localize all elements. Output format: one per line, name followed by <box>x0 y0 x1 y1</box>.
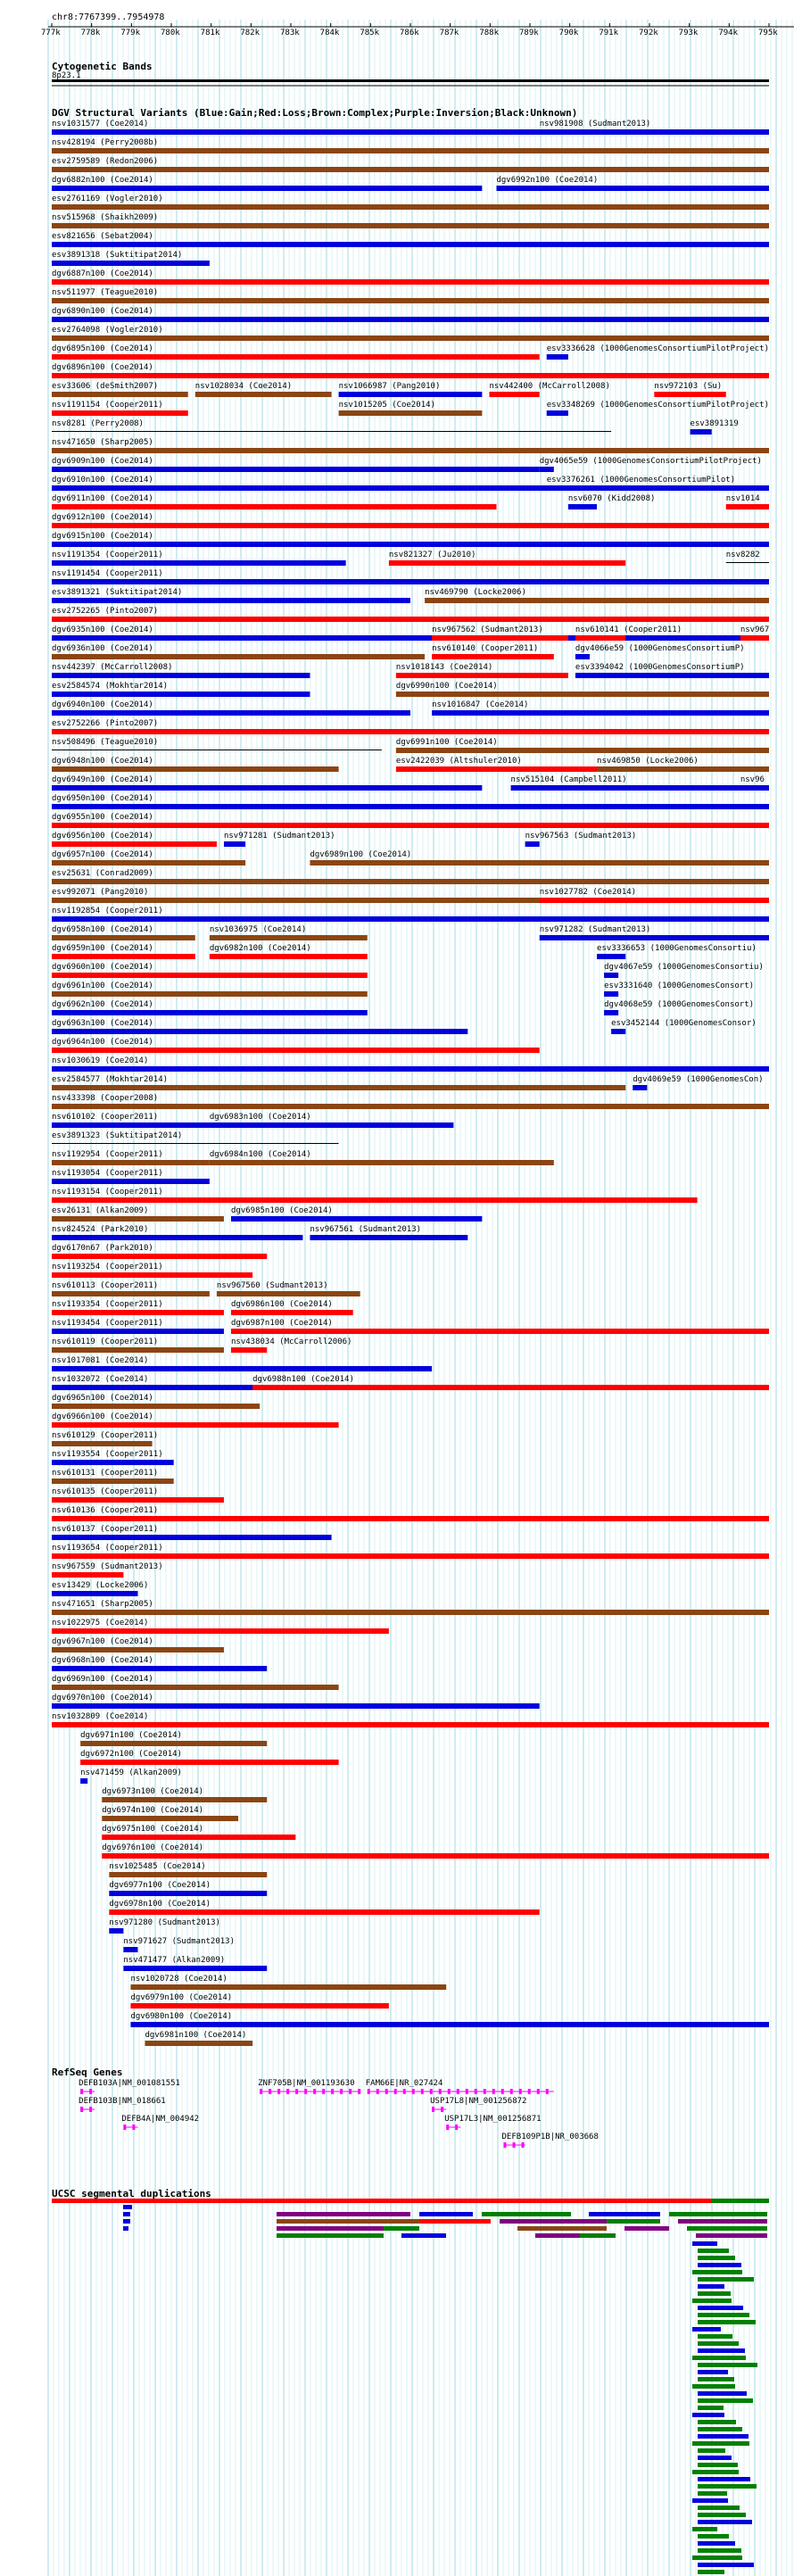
refseq-gene-label[interactable]: FAM66E|NR_027424 <box>365 2079 443 2088</box>
ruler-tick-label: 780k <box>161 29 180 37</box>
dgv-variant-label[interactable]: dgv6988n100 (Coe2014) <box>252 1375 354 1384</box>
dgv-variant-label[interactable]: dgv6960n100 (Coe2014) <box>52 963 153 972</box>
dgv-variant-label[interactable]: nsv438034 (McCarroll2006) <box>231 1338 352 1346</box>
ruler-tick-label: 781k <box>200 29 220 37</box>
refseq-gene-label[interactable]: DEFB103A|NM_001081551 <box>79 2079 180 2088</box>
dgv-variant-label[interactable]: nsv971282 (Sudmant2013) <box>539 925 651 934</box>
dgv-variant-label[interactable]: nsv1032072 (Coe2014) <box>52 1375 149 1384</box>
dgv-variant-label[interactable]: nsv967 <box>740 625 770 634</box>
dgv-variant-label[interactable]: nsv1022975 (Coe2014) <box>52 1619 149 1628</box>
dgv-variant-label[interactable]: nsv433398 (Cooper2008) <box>52 1094 159 1103</box>
dgv-variant-label[interactable]: dgv6987n100 (Coe2014) <box>231 1319 333 1328</box>
dgv-variant-label[interactable]: esv3376261 (1000GenomesConsortiumPilot) <box>546 476 736 485</box>
dgv-variant-label[interactable]: dgv6977n100 (Coe2014) <box>109 1881 211 1890</box>
dgv-variant-label[interactable]: dgv6984n100 (Coe2014) <box>209 1150 311 1159</box>
dgv-variant-label[interactable]: nsv1193454 (Cooper2011) <box>52 1319 163 1328</box>
dgv-variant-label[interactable]: nsv8282 <box>725 551 760 559</box>
dgv-variant-label[interactable]: nsv1191354 (Cooper2011) <box>52 551 163 559</box>
dgv-variant-label[interactable]: esv821656 (Sebat2004) <box>52 232 153 241</box>
dgv-variant-label[interactable]: nsv1020728 (Coe2014) <box>130 1975 227 1984</box>
ruler-tick-label: 778k <box>80 29 101 37</box>
dgv-variant-label[interactable]: dgv6896n100 (Coe2014) <box>52 363 153 372</box>
dgv-variant-label[interactable]: dgv6935n100 (Coe2014) <box>52 625 153 634</box>
segdup-track-title: UCSC segmental duplications <box>52 2188 211 2199</box>
dgv-variant-label[interactable]: nsv610136 (Cooper2011) <box>52 1506 159 1515</box>
dgv-variant-label[interactable]: dgv6887n100 (Coe2014) <box>52 269 153 278</box>
dgv-variant-label[interactable]: dgv6991n100 (Coe2014) <box>395 738 498 747</box>
dgv-variant-label[interactable]: dgv6949n100 (Coe2014) <box>52 775 153 784</box>
dgv-variant-label[interactable]: esv2422039 (Altshuler2010) <box>395 757 522 766</box>
dgv-variant-label[interactable]: dgv6972n100 (Coe2014) <box>80 1750 182 1759</box>
ruler-tick-label: 791k <box>599 29 619 37</box>
ruler-tick-label: 783k <box>280 29 300 37</box>
dgv-variant-label[interactable]: dgv6971n100 (Coe2014) <box>80 1731 182 1740</box>
ruler-tick-label: 793k <box>678 29 699 37</box>
dgv-variant-label[interactable]: dgv6974n100 (Coe2014) <box>102 1806 204 1815</box>
dgv-variant-label[interactable]: dgv6895n100 (Coe2014) <box>52 344 153 353</box>
dgv-variant-label[interactable]: nsv1191454 (Cooper2011) <box>52 569 163 578</box>
dgv-variant-label[interactable]: nsv1014 <box>725 494 760 503</box>
dgv-variant-label[interactable]: nsv1193054 (Cooper2011) <box>52 1169 163 1178</box>
dgv-variant-label[interactable]: esv3331640 (1000GenomesConsort) <box>604 982 755 990</box>
dgv-variant-label[interactable]: esv2752265 (Pinto2007) <box>52 607 159 616</box>
dgv-variant-label[interactable]: nsv442400 (McCarroll2008) <box>489 382 610 391</box>
dgv-variant-label[interactable]: nsv469790 (Locke2006) <box>425 588 526 597</box>
dgv-variant-label[interactable]: dgv6955n100 (Coe2014) <box>52 813 153 822</box>
dgv-variant-label[interactable]: nsv1027782 (Coe2014) <box>539 888 637 897</box>
dgv-variant-label[interactable]: esv2761169 (Vogler2010) <box>52 195 163 203</box>
dgv-variant-label[interactable]: nsv1018143 (Coe2014) <box>395 663 493 672</box>
dgv-variant-label[interactable]: nsv971281 (Sudmant2013) <box>223 832 335 841</box>
dgv-variant-label[interactable]: nsv442397 (McCarroll2008) <box>52 663 173 672</box>
ruler-tick-label: 792k <box>639 29 658 37</box>
dgv-variant-label[interactable]: esv26131 (Alkan2009) <box>52 1206 149 1215</box>
dgv-track-title: DGV Structural Variants (Blue:Gain;Red:Loss;Brown:Complex;Purple:Inversion;Black:Unknown) <box>52 107 578 119</box>
dgv-variant-label[interactable]: nsv1025485 (Coe2014) <box>109 1862 206 1871</box>
dgv-variant-label[interactable]: nsv471459 (Alkan2009) <box>80 1768 182 1777</box>
dgv-variant-label[interactable]: dgv6948n100 (Coe2014) <box>52 757 153 766</box>
dgv-variant-label[interactable]: dgv6989n100 (Coe2014) <box>310 850 412 859</box>
dgv-variant-label[interactable]: dgv6981n100 (Coe2014) <box>145 2031 247 2040</box>
dgv-variant-label[interactable]: nsv967562 (Sudmant2013) <box>432 625 543 634</box>
refseq-gene-label[interactable]: DEFB103B|NM_018661 <box>79 2097 166 2106</box>
dgv-variant-label[interactable]: nsv967559 (Sudmant2013) <box>52 1562 163 1571</box>
dgv-variant-label[interactable]: nsv1193554 (Cooper2011) <box>52 1450 163 1459</box>
refseq-gene-label[interactable]: DEFB109P1B|NR_003668 <box>501 2133 599 2141</box>
dgv-variant-label[interactable]: nsv1036975 (Coe2014) <box>209 925 307 934</box>
dgv-variant-label[interactable]: esv3452144 (1000GenomesConsor) <box>611 1019 757 1028</box>
dgv-variant-label[interactable]: esv25631 (Conrad2009) <box>52 869 153 878</box>
refseq-gene-label[interactable]: USP17L8|NM_001256872 <box>430 2097 527 2106</box>
dgv-variant-label[interactable]: dgv6961n100 (Coe2014) <box>52 982 153 990</box>
cytoband-label[interactable]: 8p23.1 <box>52 71 81 80</box>
refseq-gene-label[interactable]: USP17L3|NM_001256871 <box>444 2115 542 2124</box>
dgv-variant-label[interactable]: nsv610113 (Cooper2011) <box>52 1281 159 1290</box>
dgv-variant-label[interactable]: nsv1193254 (Cooper2011) <box>52 1263 163 1271</box>
dgv-variant-label[interactable]: nsv515104 (Campbell2011) <box>510 775 627 784</box>
dgv-variant-label[interactable]: nsv471650 (Sharp2005) <box>52 438 153 447</box>
ruler-tick-label: 785k <box>360 29 380 37</box>
ruler-tick-label: 786k <box>400 29 419 37</box>
dgv-variant-label[interactable]: dgv6990n100 (Coe2014) <box>395 682 498 691</box>
dgv-variant-label[interactable]: dgv6966n100 (Coe2014) <box>52 1412 153 1421</box>
dgv-variant-label[interactable]: nsv971627 (Sudmant2013) <box>123 1937 236 1946</box>
dgv-variant-label[interactable]: nsv967560 (Sudmant2013) <box>216 1281 328 1290</box>
dgv-variant-label[interactable]: dgv6936n100 (Coe2014) <box>52 644 153 653</box>
dgv-variant-label[interactable]: nsv610140 (Cooper2011) <box>432 644 539 653</box>
ruler-tick-label: 788k <box>479 29 500 37</box>
dgv-variant-label[interactable]: dgv6890n100 (Coe2014) <box>52 307 153 316</box>
dgv-variant-label[interactable]: nsv515968 (Shaikh2009) <box>52 213 159 222</box>
dgv-variant-label[interactable]: nsv972103 (Su) <box>654 382 723 391</box>
dgv-variant-label[interactable]: nsv1193654 (Cooper2011) <box>52 1544 163 1553</box>
ruler-tick-label: 787k <box>439 29 459 37</box>
dgv-variant-label[interactable]: dgv4065e59 (1000GenomesConsortiumPilotProject) <box>539 457 762 466</box>
dgv-variant-label[interactable]: nsv471477 (Alkan2009) <box>123 1956 226 1965</box>
dgv-variant-label[interactable]: dgv4068e59 (1000GenomesConsort) <box>604 1000 755 1009</box>
dgv-variant-label[interactable]: dgv6983n100 (Coe2014) <box>209 1113 311 1122</box>
dgv-variant-label[interactable]: dgv6957n100 (Coe2014) <box>52 850 153 859</box>
dgv-variant-label[interactable]: esv33606 (deSmith2007) <box>52 382 159 391</box>
dgv-variant-label[interactable]: dgv6976n100 (Coe2014) <box>102 1843 204 1852</box>
refseq-track-title: RefSeq Genes <box>52 2067 123 2078</box>
dgv-variant-label[interactable]: dgv6950n100 (Coe2014) <box>52 794 153 803</box>
dgv-variant-label[interactable]: esv2584574 (Mokhtar2014) <box>52 682 169 691</box>
dgv-variant-label[interactable]: nsv1015205 (Coe2014) <box>338 401 435 410</box>
ruler-tick-label: 794k <box>718 29 739 37</box>
dgv-variant-label[interactable]: esv3891318 (Suktitipat2014) <box>52 251 183 260</box>
dgv-variant-label[interactable]: dgv6956n100 (Coe2014) <box>52 832 153 841</box>
dgv-variant-label[interactable]: nsv971280 (Sudmant2013) <box>109 1918 220 1927</box>
dgv-variant-label[interactable]: dgv6967n100 (Coe2014) <box>52 1637 153 1646</box>
cytogenetic-track-title: Cytogenetic Bands <box>52 61 153 72</box>
dgv-variant-label[interactable]: dgv6965n100 (Coe2014) <box>52 1394 153 1403</box>
dgv-variant-label[interactable]: nsv1191154 (Cooper2011) <box>52 401 163 410</box>
dgv-variant-label[interactable]: dgv6982n100 (Coe2014) <box>209 944 311 953</box>
dgv-variant-label[interactable]: nsv8281 (Perry2008) <box>52 419 144 428</box>
dgv-variant-label[interactable]: nsv1192954 (Cooper2011) <box>52 1150 163 1159</box>
dgv-variant-label[interactable]: nsv824524 (Park2010) <box>52 1225 149 1234</box>
dgv-variant-label[interactable]: esv13429 (Locke2006) <box>52 1581 149 1590</box>
dgv-variant-label[interactable]: nsv967561 (Sudmant2013) <box>310 1225 422 1234</box>
dgv-variant-label[interactable]: dgv6909n100 (Coe2014) <box>52 457 153 466</box>
dgv-variant-label[interactable]: nsv1016847 (Coe2014) <box>432 700 529 709</box>
dgv-variant-label[interactable]: dgv6979n100 (Coe2014) <box>130 1993 233 2002</box>
dgv-variant-label[interactable]: nsv1193354 (Cooper2011) <box>52 1300 163 1309</box>
dgv-variant-label[interactable]: nsv981908 (Sudmant2013) <box>539 120 651 128</box>
coordinate-readout: chr8:7767399..7954978 <box>52 12 165 22</box>
dgv-variant-label[interactable]: esv2764098 (Vogler2010) <box>52 326 163 335</box>
dgv-variant-label[interactable]: dgv6985n100 (Coe2014) <box>231 1206 333 1215</box>
dgv-variant-label[interactable]: dgv6992n100 (Coe2014) <box>496 176 599 185</box>
ruler-tick-label: 782k <box>240 29 261 37</box>
dgv-variant-label[interactable]: nsv511977 (Teague2010) <box>52 288 159 297</box>
refseq-gene-label[interactable]: DEFB4A|NM_004942 <box>121 2115 200 2124</box>
dgv-variant-label[interactable]: dgv6986n100 (Coe2014) <box>231 1300 333 1309</box>
ruler-tick-label: 790k <box>558 29 579 37</box>
dgv-variant-label[interactable]: dgv6968n100 (Coe2014) <box>52 1656 153 1665</box>
dgv-variant-label[interactable]: nsv1017081 (Coe2014) <box>52 1356 149 1365</box>
dgv-variant-label[interactable]: esv3394042 (1000GenomesConsortiumP) <box>575 663 745 672</box>
dgv-variant-label[interactable]: nsv610135 (Cooper2011) <box>52 1487 159 1496</box>
dgv-variant-label[interactable]: dgv6882n100 (Coe2014) <box>52 176 153 185</box>
dgv-variant-label[interactable]: esv3891319 <box>690 419 739 428</box>
dgv-variant-label[interactable]: nsv1066987 (Pang2010) <box>338 382 441 391</box>
dgv-variant-label[interactable]: dgv6940n100 (Coe2014) <box>52 700 153 709</box>
dgv-variant-label[interactable]: dgv6962n100 (Coe2014) <box>52 1000 153 1009</box>
dgv-variant-label[interactable]: dgv6170n67 (Park2010) <box>52 1244 153 1253</box>
dgv-variant-label[interactable]: esv3336653 (1000GenomesConsortiu) <box>597 944 757 953</box>
dgv-variant-label[interactable]: dgv6975n100 (Coe2014) <box>102 1825 204 1834</box>
dgv-variant-label[interactable]: nsv610119 (Cooper2011) <box>52 1338 159 1346</box>
dgv-variant-label[interactable]: esv3336628 (1000GenomesConsortiumPilotProject) <box>546 344 769 353</box>
dgv-variant-label[interactable]: dgv6912n100 (Coe2014) <box>52 513 153 522</box>
dgv-variant-label[interactable]: dgv6978n100 (Coe2014) <box>109 1900 211 1909</box>
dgv-variant-label[interactable]: dgv6980n100 (Coe2014) <box>130 2012 233 2021</box>
dgv-variant-label[interactable]: dgv4066e59 (1000GenomesConsortiumP) <box>575 644 745 653</box>
refseq-gene-label[interactable]: ZNF705B|NM_001193630 <box>258 2079 355 2088</box>
dgv-variant-label[interactable]: dgv4067e59 (1000GenomesConsortiu) <box>604 963 764 972</box>
dgv-variant-label[interactable]: dgv6910n100 (Coe2014) <box>52 476 153 485</box>
dgv-variant-label[interactable]: dgv6963n100 (Coe2014) <box>52 1019 153 1028</box>
dgv-variant-label[interactable]: nsv96 <box>740 775 765 784</box>
dgv-variant-label[interactable]: nsv1192854 (Cooper2011) <box>52 907 163 915</box>
dgv-variant-label[interactable]: nsv967563 (Sudmant2013) <box>525 832 637 841</box>
dgv-variant-label[interactable]: esv992071 (Pang2010) <box>52 888 149 897</box>
ruler-tick-label: 777k <box>41 29 61 37</box>
dgv-variant-label[interactable]: nsv6070 (Kidd2008) <box>567 494 656 503</box>
dgv-variant-label[interactable]: nsv610102 (Cooper2011) <box>52 1113 159 1122</box>
ruler-tick-label: 789k <box>519 29 539 37</box>
dgv-variant-label[interactable]: nsv610129 (Cooper2011) <box>52 1431 159 1440</box>
dgv-variant-label[interactable]: esv3891321 (Suktitipat2014) <box>52 588 183 597</box>
dgv-variant-label[interactable]: esv2759589 (Redon2006) <box>52 157 159 166</box>
dgv-variant-label[interactable]: nsv1030619 (Coe2014) <box>52 1056 149 1065</box>
ruler-tick-label: 784k <box>319 29 340 37</box>
dgv-variant-label[interactable]: dgv6915n100 (Coe2014) <box>52 532 153 541</box>
dgv-variant-label[interactable]: nsv821327 (Ju2010) <box>388 551 476 559</box>
dgv-variant-label[interactable]: esv3348269 (1000GenomesConsortiumPilotProject) <box>546 401 769 410</box>
dgv-variant-label[interactable]: nsv610137 (Cooper2011) <box>52 1525 159 1534</box>
dgv-variant-label[interactable]: dgv6958n100 (Coe2014) <box>52 925 153 934</box>
dgv-variant-label[interactable]: esv3891323 (Suktitipat2014) <box>52 1131 183 1140</box>
dgv-variant-label[interactable]: dgv6973n100 (Coe2014) <box>102 1787 204 1796</box>
dgv-variant-label[interactable]: nsv508496 (Teague2010) <box>52 738 159 747</box>
dgv-variant-label[interactable]: nsv610141 (Cooper2011) <box>575 625 682 634</box>
dgv-variant-label[interactable]: dgv6911n100 (Coe2014) <box>52 494 153 503</box>
dgv-variant-label[interactable]: dgv6970n100 (Coe2014) <box>52 1694 153 1702</box>
dgv-variant-label[interactable]: dgv6964n100 (Coe2014) <box>52 1038 153 1047</box>
ruler-tick-label: 795k <box>758 29 778 37</box>
dgv-variant-label[interactable]: nsv469850 (Locke2006) <box>597 757 699 766</box>
dgv-variant-label[interactable]: dgv4069e59 (1000GenomesCon) <box>633 1075 764 1084</box>
dgv-variant-label[interactable]: nsv1028034 (Coe2014) <box>194 382 293 391</box>
dgv-variant-label[interactable]: nsv610131 (Cooper2011) <box>52 1469 159 1478</box>
dgv-variant-label[interactable]: nsv471651 (Sharp2005) <box>52 1600 153 1609</box>
dgv-variant-label[interactable]: nsv1032809 (Coe2014) <box>52 1712 149 1721</box>
dgv-variant-label[interactable]: nsv428194 (Perry2008b) <box>52 138 159 147</box>
dgv-variant-label[interactable]: nsv1031577 (Coe2014) <box>52 120 149 128</box>
ruler-tick-label: 779k <box>120 29 141 37</box>
dgv-variant-label[interactable]: dgv6969n100 (Coe2014) <box>52 1675 153 1684</box>
dgv-variant-label[interactable]: nsv1193154 (Cooper2011) <box>52 1188 163 1197</box>
dgv-variant-label[interactable]: dgv6959n100 (Coe2014) <box>52 944 153 953</box>
dgv-variant-label[interactable]: esv2584577 (Mokhtar2014) <box>52 1075 169 1084</box>
dgv-variant-label[interactable]: esv2752266 (Pinto2007) <box>52 719 159 728</box>
